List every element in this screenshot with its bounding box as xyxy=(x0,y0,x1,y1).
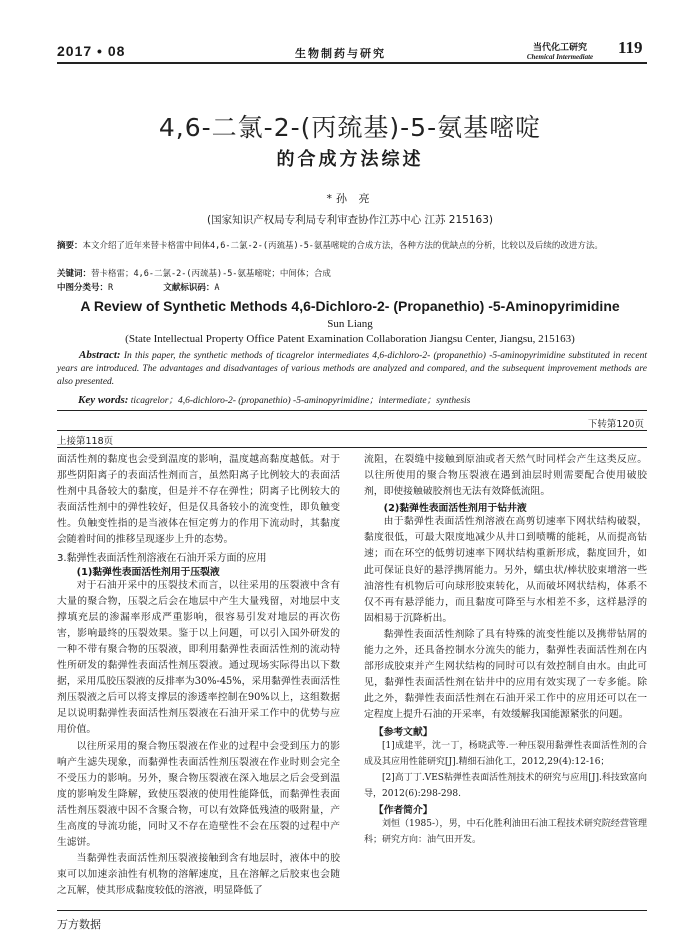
journal-name-en: Chemical Intermediate xyxy=(526,53,594,61)
page-number: 119 xyxy=(618,38,643,57)
right-paragraph-2: 由于黏弹性表面活性剂溶液在高剪切速率下网状结构破裂，黏度很低，可最大限度地减少从井口到喷嘴的能耗，从而提高钻速；而在环空的低剪切速率下网状结构重新形成，黏度回升，如此可保证良好的悬浮携屑能力。另外，蠕虫状/棒状胶束增溶一些油溶性有机物后可向球形胶束转化，从而破坏网状结构，体系不仅不再有悬浮能力，而且黏度可降至与水相差不多，这样悬浮的固相易于沉降析出。 xyxy=(364,516,647,624)
english-author: Sun Liang xyxy=(327,318,373,330)
body-top-rule xyxy=(57,447,647,448)
abstract-label: 摘要： xyxy=(57,241,83,251)
references-heading: 【参考文献】 xyxy=(373,726,433,738)
right-paragraph-3: 黏弹性表面活性剂除了具有特殊的流变性能以及携带钻屑的能力之外，还具备控制水分流失的能力，黏弹性表面活性剂在内部形成胶束并产生网状结构的同时可以有效控制自由水。由此可见，黏弹性表面活性剂在钻井中的应用有效实现了一专多能。除此之外，黏弹性表面活性剂在石油开采工作中的应用还可以在一定程度上提升石油的开采率，有效缓解我国能源紧张的问题。 xyxy=(364,628,647,721)
continued-from-note: 上接第118页 xyxy=(57,436,114,447)
keywords-label: 关键词： xyxy=(57,269,92,279)
subheading-drilling-fluid: (2)黏弹性表面活性剂用于钻井液 xyxy=(383,503,527,515)
reference-item: [1]成建平，沈一丁，杨晓武等.一种压裂用黏弹性表面活性剂的合成及其应用性能研究[J].精细石油化工，2012,29(4):12-16； xyxy=(364,740,647,767)
footer-watermark: 万方数据 xyxy=(57,918,101,931)
body-right-column xyxy=(364,452,647,848)
body-left-column xyxy=(57,452,340,899)
english-title: A Review of Synthetic Methods 4,6-Dichloro-2- (Propanethio) -5-Aminopyrimidine xyxy=(80,298,620,314)
left-paragraph-3: 以往所采用的聚合物压裂液在作业的过程中会受到压力的影响产生滤失现象，而黏弹性表面活性剂压裂液在作业时则会完全不受压力的影响。另外，聚合物压裂液在深入地层之后会受到温度的影响发生降解，致使压裂液的使用性能降低，而黏弹性表面活性剂压裂液中因不含聚合物，可以有效降低残渣的吸附量，产生高度的导流功能，同时又不存在造壁性不会在压裂的过程中产生滤饼。 xyxy=(57,740,340,849)
english-abstract-text: In this paper, the synthetic methods of ticagrelor intermediates 4,6-dichloro-2- (propanethio) -5-aminopyrimidine substituted in recent years are introduced. The advantages and disadvantages of various methods are analyzed and compared, and the subsequent improvement methods are also presented. xyxy=(57,351,647,387)
left-paragraph-2: 对于石油开采中的压裂技术而言，以往采用的压裂液中含有大量的聚合物，压裂之后会在地层中产生大量残留，对地层中支撑填充层的渗漏率形成严重影响，很容易引发对地层的再次伤害，影响最终的压裂效果。鉴于以上问题，可以引入国外研发的一种不带有聚合物的压裂液，即利用黏弹性表面活性剂的流动特性所研发的黏弹性表面活性剂压裂液。通过现场实际得出以下数据，采用瓜胶压裂液的反排率为30%-45%，采用黏弹性表面活性剂压裂液之后可以将支撑层的渗透率控制在90%以上，这组数据足以说明黏弹性表面活性剂压裂液在石油开采工作中的优势与应用价值。 xyxy=(57,579,340,736)
header-rule xyxy=(57,62,647,64)
english-keywords-label: Key words xyxy=(78,394,125,406)
english-keywords: Key words: ticagrelor；4,6-dichloro-2- (propanethio) -5-aminopyrimidine；intermediate；synthesis xyxy=(78,394,471,406)
english-abstract-label: Abstract xyxy=(79,349,117,361)
abstract-text: 本文介绍了近年来替卡格雷中间体4,6-二氯-2-(丙巯基)-5-氨基嘧啶的合成方法，各种方法的优缺点的分析，比较以及后续的改进方法。 xyxy=(82,241,603,251)
keywords-cn xyxy=(57,268,647,281)
left-paragraph-1: 面活性剂的黏度也会受到温度的影响，温度越高黏度越低。对于那些阴阳离子的表面活性剂而言，虽然阳离子比例较大的表面活性剂中具备较大的黏度，但是并不存在弹性；阴离子比例较大的表面活性剂中的弹性较好，但是仅具备较小的流变性，即负触变性。负触变性指的是当液体在恒定剪力的作用下流动时，其黏度会随着时间的推移呈现逐步上升的态势。 xyxy=(57,454,340,546)
author-affiliation: (国家知识产权局专利局专利审查协作江苏中心 江苏 215163) xyxy=(207,214,493,226)
continued-to-note: 下转第120页 xyxy=(587,419,644,430)
footer-rule xyxy=(57,910,647,911)
right-paragraph-1: 流阻，在裂缝中接触到原油或者天然气时同样会产生这类反应。以往所使用的聚合物压裂液在遇到油层时则需要配合使用破胶剂，即使接触破胶剂也无法有效降低流阻。 xyxy=(364,454,647,498)
article-subtitle: 的合成方法综述 xyxy=(276,149,424,170)
subheading-fracturing-fluid: (1)黏弹性表面活性剂用于压裂液 xyxy=(76,566,220,578)
article-title: 4,6-二氯-2-(丙巯基)-5-氨基嘧啶 xyxy=(158,113,542,142)
abstract-cn xyxy=(57,240,647,253)
journal-name xyxy=(515,40,605,61)
left-paragraph-4: 当黏弹性表面活性剂压裂液接触到含有地层时，液体中的胶束可以加速亲油性有机物的溶解速度，且在溶解之后胶束也会随之瓦解，使其形成黏度较低的溶液，明显降低了 xyxy=(57,853,340,897)
issue-date: 2017 • 08 xyxy=(57,43,126,59)
section-rule xyxy=(57,430,647,431)
reference-item: [2]高丁丁.VES粘弹性表面活性剂技术的研究与应用[J].科技致富向导，2012(6):298-298. xyxy=(364,772,647,799)
section-name: 生物制药与研究 xyxy=(295,47,386,60)
author-bio-heading: 【作者简介】 xyxy=(373,804,433,816)
author-name: *孙 亮 xyxy=(326,192,374,205)
doc-code-value: A xyxy=(214,283,220,293)
classification-label: 中图分类号： xyxy=(57,283,109,293)
english-affiliation: (State Intellectual Property Office Patent Examination Collaboration Jiangsu Center, Jiangsu, 215163) xyxy=(125,333,575,345)
doc-code-label: 文献标识码： xyxy=(163,283,215,293)
abstract-rule xyxy=(57,410,647,411)
section-heading-3: 3.黏弹性表面活性剂溶液在石油开采方面的应用 xyxy=(57,552,267,564)
journal-name-cn: 当代化工研究 xyxy=(532,43,587,53)
author-bio-text: 刘恒（1985-），男，中石化胜利油田石油工程技术研究院经营管理科；研究方向：油气田开发。 xyxy=(364,818,647,845)
classification-line xyxy=(57,282,647,295)
classification-value: R xyxy=(108,283,114,293)
english-keywords-text: ticagrelor；4,6-dichloro-2- (propanethio) -5-aminopyrimidine；intermediate；synthesis xyxy=(130,396,471,406)
english-abstract: Abstract: In this paper, the synthetic methods of ticagrelor intermediates 4,6-dichloro-2- (propanethio) -5-aminopyrimidine substituted in recent years are introduced. The advantages and disadvantages of various methods are analyzed and compared, and the subsequent improvement methods are also presented. xyxy=(57,349,647,387)
keywords-text: 替卡格雷；4,6-二氯-2-(丙巯基)-5-氨基嘧啶；中间体；合成 xyxy=(91,269,331,279)
